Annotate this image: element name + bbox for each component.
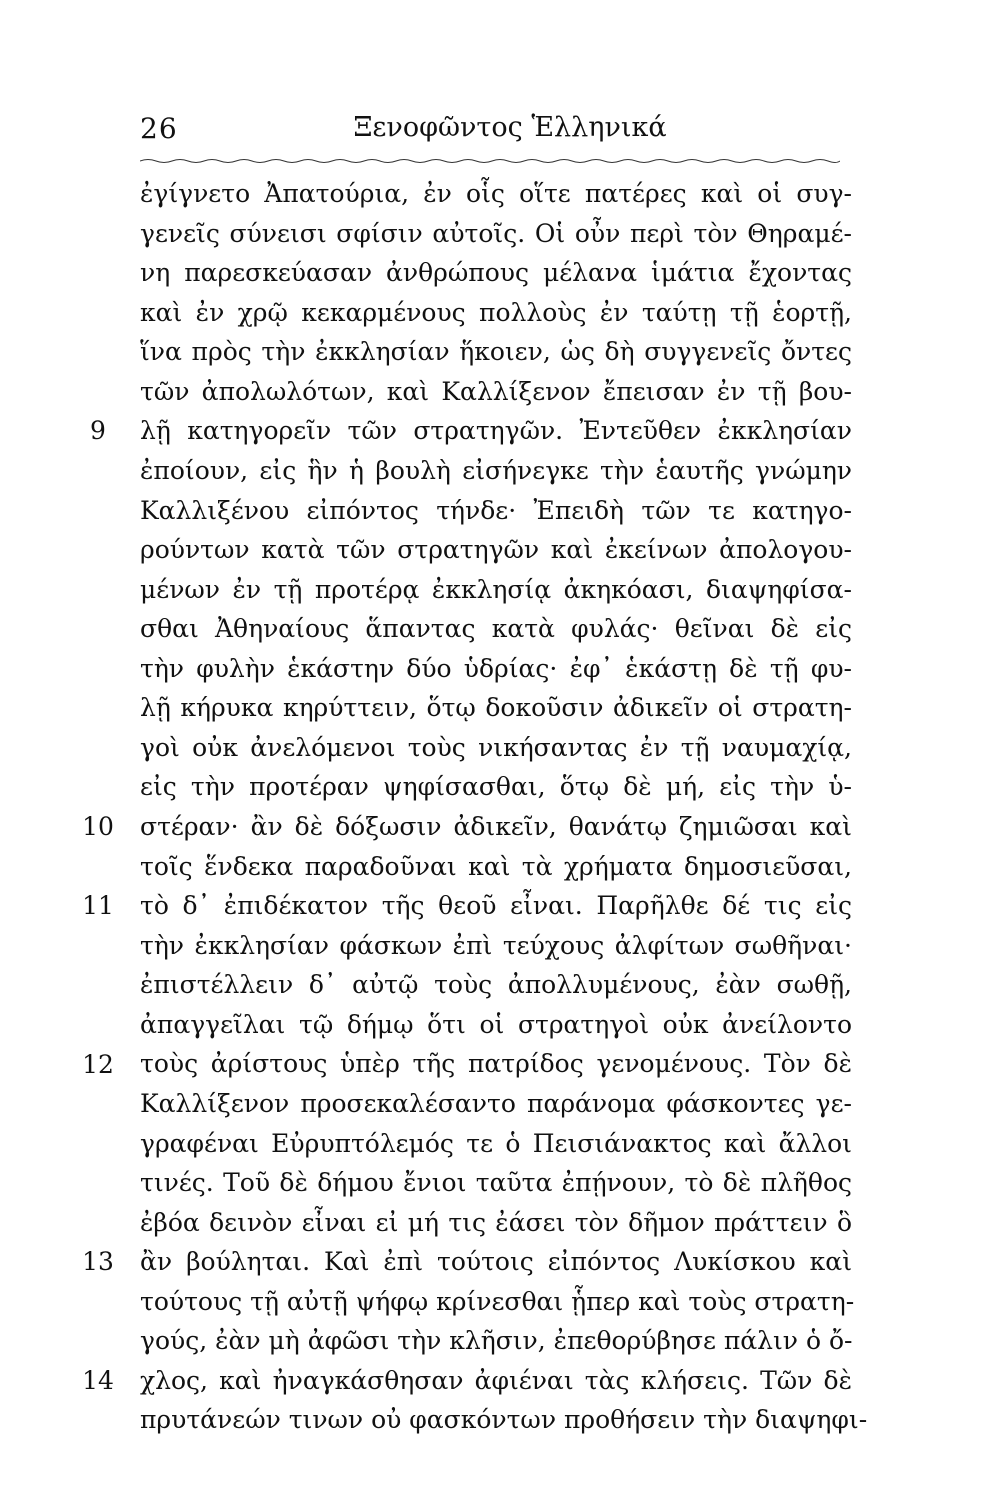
- text-line: ἐβόα δεινὸν εἶναι εἰ μή τις ἐάσει τὸν δῆμον πράττειν ὃ: [140, 1207, 852, 1237]
- text-line: καὶ ἐν χρῷ κεκαρμένους πολλοὺς ἐν ταύτῃ τῇ ἑορτῇ,: [140, 297, 852, 327]
- text-line: λῇ κήρυκα κηρύττειν, ὅτῳ δοκοῦσιν ἀδικεῖν οἱ στρατη-: [140, 693, 852, 723]
- text-line: ρούντων κατὰ τῶν στρατηγῶν καὶ ἐκείνων ἀπολογου-: [140, 535, 852, 565]
- text-line: σθαι Ἀθηναίους ἅπαντας κατὰ φυλάς· θεῖναι δὲ εἰς: [140, 614, 852, 644]
- text-line: ἀπαγγεῖλαι τῷ δήμῳ ὅτι οἱ στρατηγοὶ οὐκ ἀνείλοντο: [140, 1009, 852, 1039]
- text-line: τὴν φυλὴν ἑκάστην δύο ὑδρίας· ἐφ᾽ ἑκάστῃ δὲ τῇ φυ-: [140, 653, 852, 683]
- section-number: 10: [82, 812, 114, 842]
- text-line: τὴν ἐκκλησίαν φάσκων ἐπὶ τεύχους ἀλφίτων σωθῆναι·: [140, 930, 852, 960]
- text-line: ἐπιστέλλειν δ᾽ αὐτῷ τοὺς ἀπολλυμένους, ἐὰν σωθῇ,: [140, 970, 852, 1000]
- text-line: τὸ δ᾽ ἐπιδέκατον τῆς θεοῦ εἶναι. Παρῆλθε δέ τις εἰς: [140, 891, 852, 921]
- page-number: 26: [140, 112, 178, 145]
- text-line: ἂν βούληται. Καὶ ἐπὶ τούτοις εἰπόντος Λυκίσκου καὶ: [140, 1247, 852, 1277]
- text-line: γραφέναι Εὐρυπτόλεμός τε ὁ Πεισιάνακτος καὶ ἄλλοι: [140, 1128, 852, 1158]
- text-line: ἐποίουν, εἰς ἣν ἡ βουλὴ εἰσήνεγκε τὴν ἑαυτῆς γνώμην: [140, 455, 852, 485]
- body-text: [82, 174, 868, 1440]
- text-line: Καλλίξενον προσεκαλέσαντο παράνομα φάσκοντες γε-: [140, 1088, 852, 1118]
- text-line: τινές. Τοῦ δὲ δήμου ἔνιοι ταῦτα ἐπῄνουν, τὸ δὲ πλῆθος: [140, 1168, 852, 1198]
- text-line: τῶν ἀπολωλότων, καὶ Καλλίξενον ἔπεισαν ἐν τῇ βου-: [140, 376, 852, 406]
- running-title: Ξενοφῶντος Ἑλληνικά: [353, 112, 667, 143]
- header-rule: [140, 157, 840, 165]
- text-line: γοὶ οὐκ ἀνελόμενοι τοὺς νικήσαντας ἐν τῇ ναυμαχίᾳ,: [140, 732, 852, 762]
- text-line: λῇ κατηγορεῖν τῶν στρατηγῶν. Ἐντεῦθεν ἐκκλησίαν: [140, 416, 852, 446]
- text-line: γενεῖς σύνεισι σφίσιν αὐτοῖς. Οἱ οὖν περὶ τὸν Θηραμέ-: [140, 218, 852, 248]
- section-number: 9: [90, 416, 106, 446]
- text-line: ἵνα πρὸς τὴν ἐκκλησίαν ἥκοιεν, ὡς δὴ συγγενεῖς ὄντες: [140, 337, 852, 367]
- text-line: νη παρεσκεύασαν ἀνθρώπους μέλανα ἱμάτια ἔχοντας: [140, 258, 852, 288]
- section-number: 12: [82, 1049, 114, 1079]
- text-line: γούς, ἐὰν μὴ ἀφῶσι τὴν κλῆσιν, ἐπεθορύβησε πάλιν ὁ ὄ-: [140, 1326, 853, 1356]
- text-line: τοὺς ἀρίστους ὑπὲρ τῆς πατρίδος γενομένους. Τὸν δὲ: [140, 1049, 852, 1079]
- text-line: τούτους τῇ αὐτῇ ψήφῳ κρίνεσθαι ᾗπερ καὶ τοὺς στρατη-: [140, 1286, 855, 1316]
- text-line: ἐγίγνετο Ἀπατούρια, ἐν οἷς οἵτε πατέρες καὶ οἱ συγ-: [140, 179, 852, 208]
- text-line: τοῖς ἕνδεκα παραδοῦναι καὶ τὰ χρήματα δημοσιεῦσαι,: [140, 851, 852, 881]
- text-line: χλος, καὶ ἠναγκάσθησαν ἀφιέναι τὰς κλήσεις. Τῶν δὲ: [140, 1365, 852, 1395]
- section-number: 13: [82, 1247, 114, 1277]
- section-number: 11: [82, 891, 114, 921]
- text-line: στέραν· ἂν δὲ δόξωσιν ἀδικεῖν, θανάτῳ ζημιῶσαι καὶ: [140, 812, 852, 841]
- section-number: 14: [82, 1366, 114, 1396]
- text-line: εἰς τὴν προτέραν ψηφίσασθαι, ὅτῳ δὲ μή, εἰς τὴν ὑ-: [140, 772, 852, 802]
- text-line: πρυτάνεών τινων οὐ φασκόντων προθήσειν τὴν διαψηφι-: [140, 1405, 868, 1435]
- text-line: Καλλιξένου εἰπόντος τήνδε· Ἐπειδὴ τῶν τε κατηγο-: [140, 495, 852, 525]
- text-line: μένων ἐν τῇ προτέρᾳ ἐκκλησίᾳ ἀκηκόασι, διαψηφίσα-: [140, 574, 852, 604]
